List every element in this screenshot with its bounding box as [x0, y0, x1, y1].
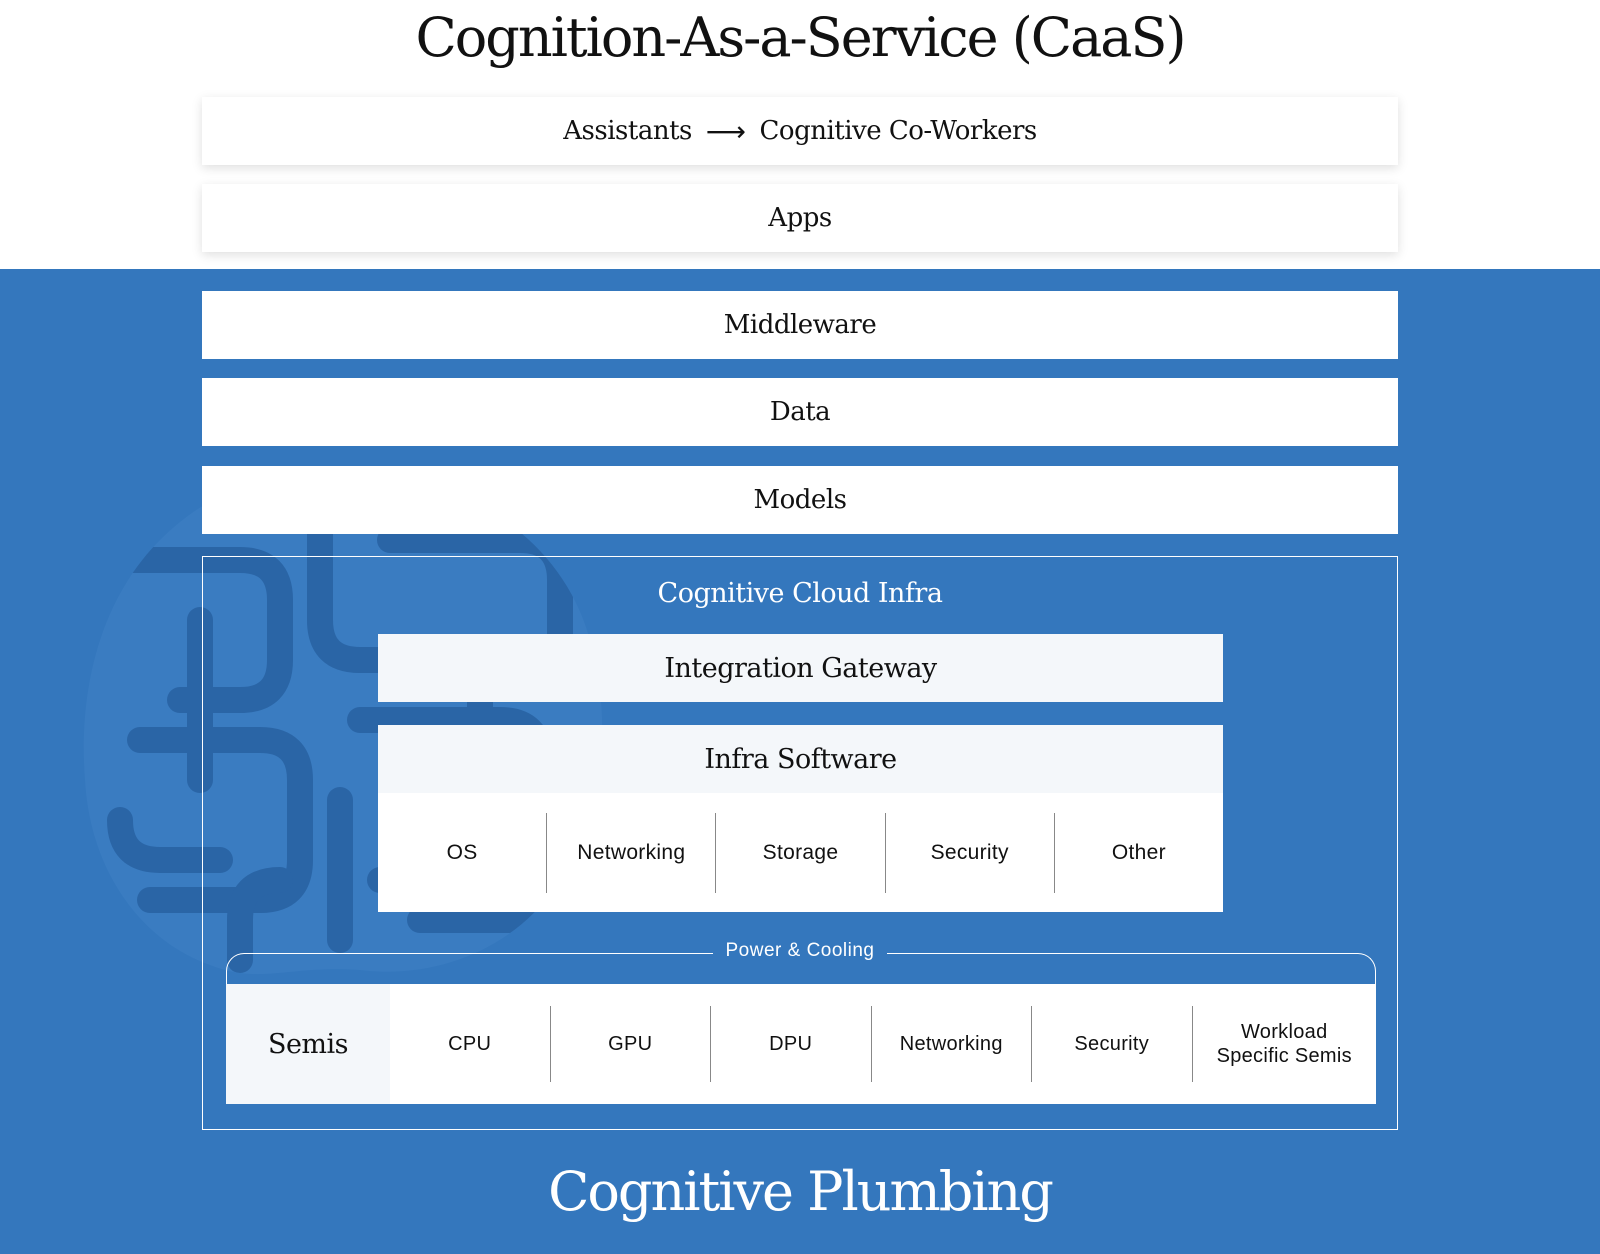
semis-item-cpu: CPU — [448, 1033, 492, 1055]
semis-item-gpu: GPU — [550, 1006, 711, 1082]
infra-software-items — [378, 793, 1223, 912]
infra-item-security: Security — [885, 813, 1054, 893]
layer-middleware — [202, 291, 1398, 359]
layer-apps — [202, 184, 1398, 252]
page-title: Cognition-As-a-Service (CaaS) — [415, 6, 1185, 69]
middleware-label: Middleware — [723, 310, 877, 340]
models-label: Models — [753, 485, 847, 515]
semis-row — [226, 984, 1376, 1104]
infra-software-header — [378, 725, 1223, 793]
power-cooling-label-wrap — [0, 940, 1600, 962]
semis-item-workload-specific: Workload Specific Semis — [1192, 1006, 1377, 1082]
infra-software-label: Infra Software — [704, 743, 897, 775]
right-arrow-icon: ⟶ — [705, 114, 746, 148]
semis-item-security: Security — [1031, 1006, 1192, 1082]
data-label: Data — [769, 397, 831, 427]
infra-item-os: OS — [446, 840, 478, 864]
semis-header: Semis — [226, 984, 390, 1104]
integration-gateway-label: Integration Gateway — [664, 652, 937, 684]
infra-item-networking: Networking — [546, 813, 715, 893]
semis-items — [390, 1006, 1376, 1082]
cognitive-plumbing-title: Cognitive Plumbing — [548, 1160, 1052, 1223]
assistants-label: Assistants — [563, 116, 692, 146]
semis-item-dpu: DPU — [710, 1006, 871, 1082]
co-workers-label: Cognitive Co-Workers — [759, 116, 1037, 146]
layer-data — [202, 378, 1398, 446]
cognitive-cloud-infra-title: Cognitive Cloud Infra — [657, 578, 943, 609]
integration-gateway — [378, 634, 1223, 702]
layer-assistants — [202, 97, 1398, 165]
layer-models — [202, 466, 1398, 534]
power-cooling-label: Power & Cooling — [713, 940, 886, 961]
infra-item-other: Other — [1054, 813, 1223, 893]
infra-item-storage: Storage — [715, 813, 884, 893]
apps-label: Apps — [768, 203, 832, 233]
semis-item-networking: Networking — [871, 1006, 1032, 1082]
